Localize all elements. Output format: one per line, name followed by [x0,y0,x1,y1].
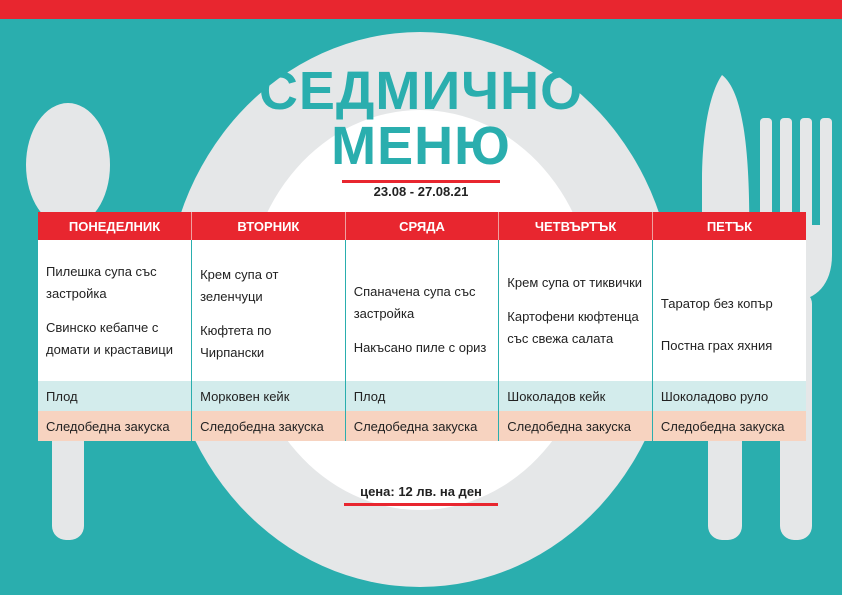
dish-soup: Крем супа от тиквички [507,274,643,290]
snack-cell-monday: Следобедна закуска [38,411,192,441]
snack-row [38,411,806,441]
dessert-cell-thursday: Шоколадов кейк [499,381,653,411]
dish-soup: Пилешка супа със застройка [46,263,157,301]
main-cell-wednesday [345,240,499,381]
dessert-cell-friday: Шоколадово руло [652,381,806,411]
day-header-monday: ПОНЕДЕЛНИК [38,212,192,240]
dessert-cell-wednesday: Плод [345,381,499,411]
date-range: 23.08 - 27.08.21 [373,184,469,199]
snack-cell-thursday: Следобедна закуска [499,411,653,441]
day-header-thursday: ЧЕТВЪРТЪК [499,212,653,240]
main-dishes-row [38,240,806,381]
title-line-2: МЕНЮ [331,116,511,176]
day-header-wednesday: СРЯДА [345,212,499,240]
price-underline [344,503,498,506]
snack-cell-tuesday: Следобедна закуска [192,411,346,441]
main-cell-tuesday [192,240,346,381]
price-label: цена: 12 лв. на ден [360,484,482,499]
day-header-tuesday: ВТОРНИК [192,212,346,240]
dessert-row [38,381,806,411]
snack-cell-wednesday: Следобедна закуска [345,411,499,441]
dish-main: Свинско кебапче с домати и краставици [46,319,173,357]
dessert-cell-tuesday: Морковен кейк [192,381,346,411]
day-header-row [38,212,806,240]
title-underline [342,180,500,183]
title-line-1: СЕДМИЧНО [258,61,584,121]
day-header-friday: ПЕТЪК [652,212,806,240]
dish-soup: Спаначена супа със застройка [353,283,476,321]
snack-cell-friday: Следобедна закуска [652,411,806,441]
dish-soup: Таратор без копър [660,295,773,311]
dish-main: Накъсано пиле с ориз [353,339,487,355]
dish-main: Кюфтета по Чирпански [200,322,272,360]
main-cell-friday [652,240,806,381]
dish-main: Картофени кюфтенца със свежа салата [507,308,639,346]
main-cell-monday [38,240,192,381]
dish-soup: Крем супа от зеленчуци [200,266,279,304]
main-cell-thursday [499,240,653,381]
dessert-cell-monday: Плод [38,381,192,411]
weekly-menu-table [38,212,806,441]
dish-main: Постна грах яхния [660,337,773,353]
